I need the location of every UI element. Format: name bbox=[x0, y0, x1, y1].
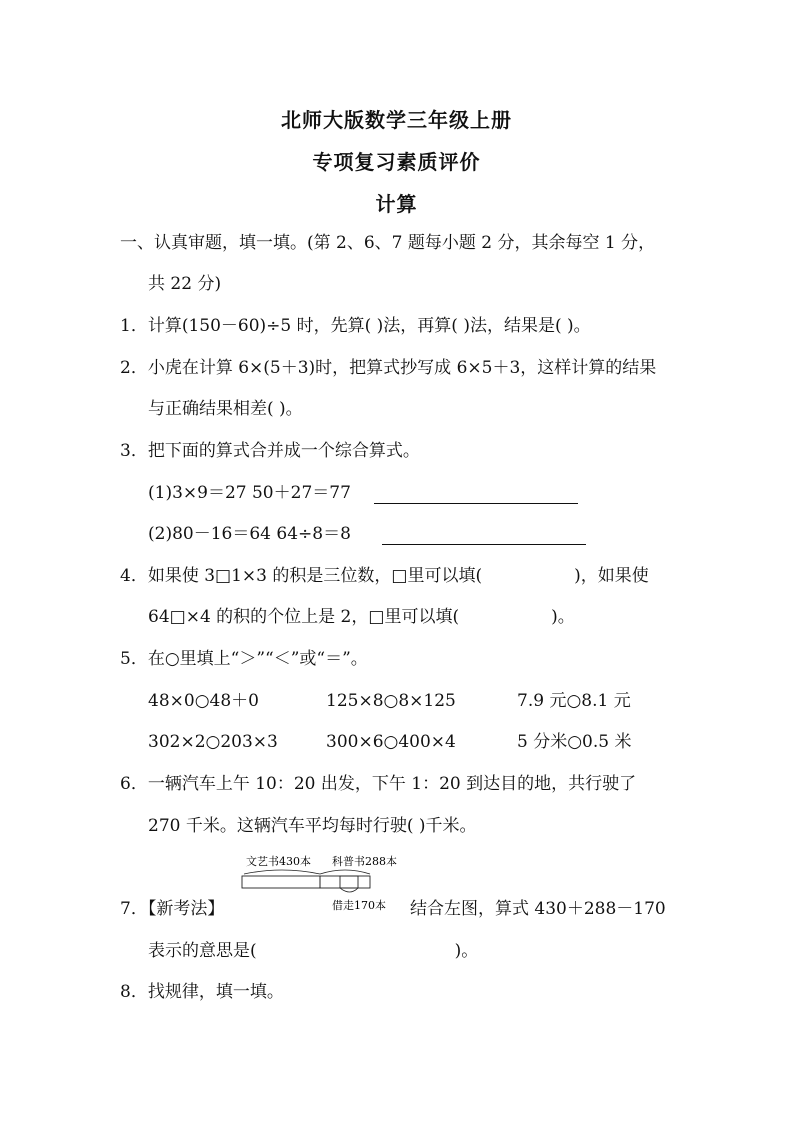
question-4-cont bbox=[148, 606, 575, 628]
question-8: 8．找规律，填一填。 bbox=[120, 982, 284, 1002]
question-3-item-2-text: (2)80－16＝64 64÷8＝8 bbox=[148, 524, 351, 544]
question-7-text: 结合左图，算式 430＋288－170 bbox=[410, 899, 666, 919]
brace-arts bbox=[244, 870, 320, 874]
brace-science bbox=[320, 870, 370, 874]
question-5: 5．在○里填上“＞”“＜”或“＝”。 bbox=[120, 649, 368, 669]
question-7-text-c: )。 bbox=[454, 941, 479, 961]
compare-item: 5 分米○0.5 米 bbox=[517, 732, 632, 752]
label-arts-books: 文艺书430本 bbox=[246, 855, 311, 868]
line-segment-figure bbox=[238, 852, 418, 916]
compare-item: 125×8○8×125 bbox=[326, 691, 456, 711]
compare-item: 48×0○48＋0 bbox=[148, 691, 259, 711]
compare-item: 7.9 元○8.1 元 bbox=[517, 691, 631, 711]
question-3-item-1-text: (1)3×9＝27 50＋27＝77 bbox=[148, 483, 351, 503]
question-2-cont: 与正确结果相差( )。 bbox=[148, 399, 303, 419]
question-3-item-2 bbox=[148, 523, 586, 545]
label-borrowed: 借走170本 bbox=[332, 899, 386, 912]
question-4-text-a: 4．如果使 3□1×3 的积是三位数，□里可以填( bbox=[120, 566, 483, 586]
question-3-item-1 bbox=[148, 482, 578, 504]
question-4-text-d: )。 bbox=[551, 607, 575, 627]
question-1: 1．计算(150－60)÷5 时，先算( )法，再算( )法，结果是( )。 bbox=[120, 316, 591, 336]
section-heading: 一、认真审题，填一填。(第 2、6、7 题每小题 2 分，其余每空 1 分， bbox=[120, 233, 656, 253]
question-3: 3．把下面的算式合并成一个综合算式。 bbox=[120, 441, 420, 461]
answer-blank[interactable] bbox=[382, 526, 586, 545]
answer-blank[interactable] bbox=[374, 485, 578, 504]
question-6-cont: 270 千米。这辆汽车平均每时行驶( )千米。 bbox=[148, 816, 477, 836]
question-7-cont bbox=[148, 940, 478, 962]
question-6: 6．一辆汽车上午 10：20 出发，下午 1：20 到达目的地，共行驶了 bbox=[120, 774, 637, 794]
label-science-books: 科普书288本 bbox=[332, 855, 397, 868]
question-7: 7．【新考法】 bbox=[120, 899, 225, 919]
title-textbook: 北师大版数学三年级上册 bbox=[281, 108, 512, 132]
brace-borrowed bbox=[340, 888, 358, 892]
compare-item: 300×6○400×4 bbox=[326, 732, 456, 752]
question-4-text-c: 64□×4 的积的个位上是 2，□里可以填( bbox=[148, 607, 460, 627]
question-7-text-b: 表示的意思是( bbox=[148, 941, 257, 961]
bar-arts bbox=[242, 876, 320, 888]
section-heading-cont: 共 22 分) bbox=[148, 274, 222, 294]
title-topic: 计算 bbox=[375, 192, 418, 216]
bar-science bbox=[320, 876, 370, 888]
bar-borrowed bbox=[340, 876, 358, 888]
title-review: 专项复习素质评价 bbox=[312, 150, 481, 174]
question-4 bbox=[120, 565, 649, 587]
question-2: 2．小虎在计算 6×(5＋3)时，把算式抄写成 6×5＋3，这样计算的结果 bbox=[120, 358, 657, 378]
compare-item: 302×2○203×3 bbox=[148, 732, 278, 752]
question-4-text-b: )，如果使 bbox=[574, 566, 649, 586]
book-line-diagram bbox=[238, 852, 418, 916]
